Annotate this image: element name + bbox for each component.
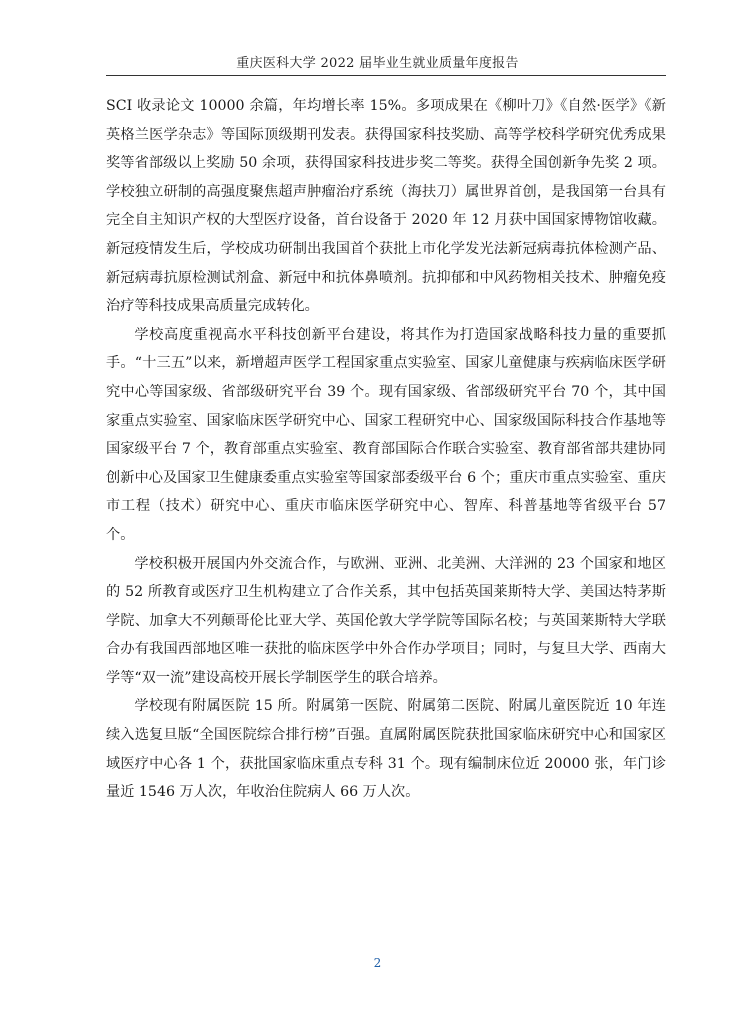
paragraph-research-achievements: SCI 收录论文 10000 余篇，年均增长率 15%。多项成果在《柳叶刀》《自然·医学》《新英格兰医学杂志》等国际顶级期刊发表。获得国家科技奖励、高等学校科学研究优秀成果奖等省部级以上奖励 50 余项，获得国家科技进步奖二等奖。获得全国创新争先奖 2 项。学校独立研制的高强度聚焦超声肿瘤治疗系统（海扶刀）属世界首创，是我国第一台具有完全自主知识产权的大型医疗设备，首台设备于 2020 年 12 月获中国国家博物馆收藏。新冠疫情发生后，学校成功研制出我国首个获批上市化学发光法新冠病毒抗体检测产品、新冠病毒抗原检测试剂盒、新冠中和抗体鼻喷剂。抗抑郁和中风药物相关技术、肿瘤免疫治疗等科技成果高质量完成转化。	[106, 98, 666, 315]
paragraph-international-cooperation: 学校积极开展国内外交流合作，与欧洲、亚洲、北美洲、大洋洲的 23 个国家和地区的 52 所教育或医疗卫生机构建立了合作关系，其中包括英国莱斯特大学、美国达特茅斯学院、加拿大不列颠哥伦比亚大学、英国伦敦大学学院等国际名校；与英国莱斯特大学联合办有我国西部地区唯一获批的临床医学中外合作办学项目；同时，与复旦大学、西南大学等“双一流”建设高校开展长学制医学生的联合培养。	[106, 555, 666, 686]
running-header: 重庆医科大学 2022 届毕业生就业质量年度报告	[236, 56, 519, 71]
paragraph-affiliated-hospitals: 学校现有附属医院 15 所。附属第一医院、附属第二医院、附属儿童医院近 10 年连续入选复旦版“全国医院综合排行榜”百强。直属附属医院获批国家临床研究中心和国家区域医疗中心各 1 个，获批国家临床重点专科 31 个。现有编制床位近 20000 张，年门诊量近 1546 万人次，年收治住院病人 66 万人次。	[106, 698, 666, 801]
page-number: 2	[373, 956, 382, 970]
paragraph-research-platforms: 学校高度重视高水平科技创新平台建设，将其作为打造国家战略科技力量的重要抓手。“十三五”以来，新增超声医学工程国家重点实验室、国家儿童健康与疾病临床医学研究中心等国家级、省部级研究平台 39 个。现有国家级、省部级研究平台 70 个，其中国家重点实验室、国家临床医学研究中心、国家工程研究中心、国家级国际科技合作基地等国家级平台 7 个，教育部重点实验室、教育部国际合作联合实验室、教育部省部共建协同创新中心及国家卫生健康委重点实验室等国家部委级平台 6 个；重庆市重点实验室、重庆市工程（技术）研究中心、重庆市临床医学研究中心、智库、科普基地等省级平台 57 个。	[106, 326, 666, 543]
header-rule	[106, 75, 666, 76]
body-text	[106, 92, 666, 807]
